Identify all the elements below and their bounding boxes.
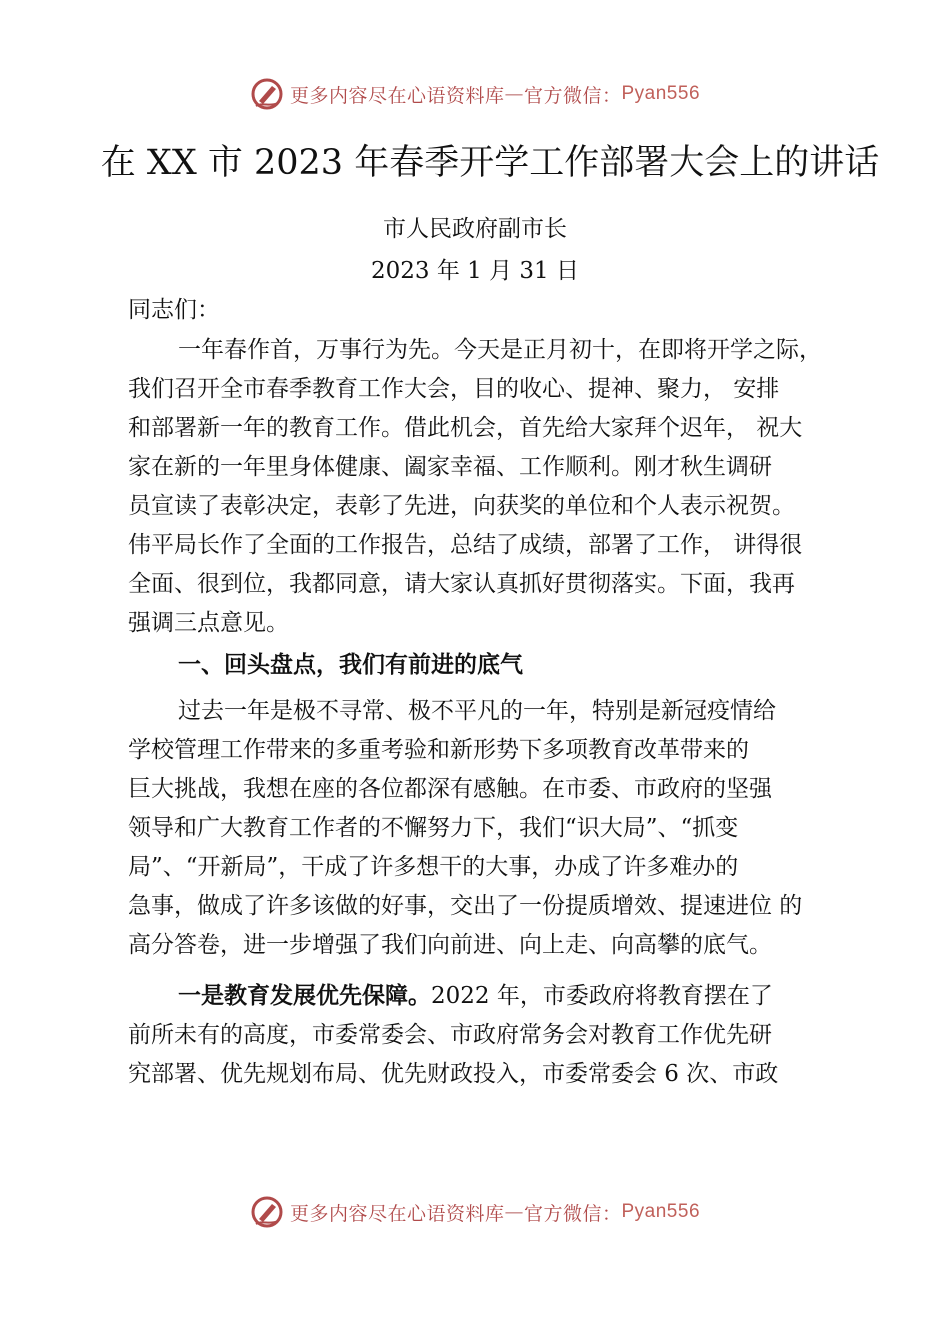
paragraph-line: 一年春作首，万事行为先。今天是正月初十，在即将开学之际， xyxy=(178,337,822,363)
watermark-contact: 官方微信： xyxy=(523,84,622,107)
watermark-footer xyxy=(0,1190,950,1234)
pen-logo-icon xyxy=(250,1195,284,1229)
pen-logo-icon xyxy=(250,77,284,111)
paragraph-line-rest: 2022 年，市委政府将教育摆在了 xyxy=(431,983,773,1009)
paragraph-line: 全面、很到位，我都同意，请大家认真抓好贯彻落实。下面，我再 xyxy=(128,571,795,597)
paragraph-line: 伟平局长作了全面的工作报告，总结了成绩，部署了工作， 讲得很 xyxy=(128,532,803,558)
paragraph-2 xyxy=(128,692,868,965)
paragraph-line: 领导和广大教育工作者的不懈努力下，我们“识大局”、“抓变 xyxy=(128,815,739,841)
paragraph-line: 高分答卷，进一步增强了我们向前进、向上走、向高攀的底气。 xyxy=(128,932,772,958)
salutation xyxy=(128,291,868,330)
paragraph-line: 我们召开全市春季教育工作大会，目的收心、提神、聚力， 安排 xyxy=(128,376,780,402)
watermark-text: 更多内容尽在心语资料库 xyxy=(289,84,505,107)
document-title: 在 XX 市 2023 年春季开学工作部署大会上的讲话 xyxy=(100,143,880,183)
watermark-contact: 官方微信： xyxy=(523,1202,622,1225)
paragraph-line xyxy=(128,977,868,1016)
paragraph-line: 究部署、优先规划布局、优先财政投入，市委常委会 6 次、市政 xyxy=(128,1061,779,1087)
watermark-id: Pyan556 xyxy=(621,1201,701,1222)
watermark-text: 更多内容尽在心语资料库 xyxy=(289,1202,505,1225)
speaker-byline: 市人民政府副市长 xyxy=(383,216,567,242)
speech-date: 2023 年 1 月 31 日 xyxy=(371,258,579,284)
paragraph-3 xyxy=(128,977,868,1094)
bold-lead-text: 一是教育发展优先保障。 xyxy=(178,983,431,1009)
paragraph-1 xyxy=(128,331,868,643)
watermark-id: Pyan556 xyxy=(621,83,701,104)
paragraph-line: 强调三点意见。 xyxy=(128,610,289,636)
paragraph-line: 家在新的一年里身体健康、阖家幸福、工作顺利。刚才秋生调研 xyxy=(128,454,772,480)
paragraph-line: 巨大挑战，我想在座的各位都深有感触。在市委、市政府的坚强 xyxy=(128,776,772,802)
paragraph-line: 急事，做成了许多该做的好事，交出了一份提质增效、提速进位 的 xyxy=(128,893,803,919)
paragraph-line: 和部署新一年的教育工作。借此机会，首先给大家拜个迟年， 祝大 xyxy=(128,415,803,441)
watermark-header xyxy=(0,72,950,116)
paragraph-line: 局”、“开新局”，干成了许多想干的大事，办成了许多难办的 xyxy=(128,854,739,880)
salutation-text: 同志们： xyxy=(128,297,220,323)
watermark-separator: — xyxy=(504,1201,524,1223)
paragraph-line: 过去一年是极不寻常、极不平凡的一年，特别是新冠疫情给 xyxy=(178,698,776,724)
paragraph-line: 员宣读了表彰决定，表彰了先进，向获奖的单位和个人表示祝贺。 xyxy=(128,493,795,519)
section-heading-1: 一、回头盘点，我们有前进的底气 xyxy=(178,652,523,678)
watermark-separator: — xyxy=(504,83,524,105)
paragraph-line: 前所未有的高度，市委常委会、市政府常务会对教育工作优先研 xyxy=(128,1022,772,1048)
paragraph-line: 学校管理工作带来的多重考验和新形势下多项教育改革带来的 xyxy=(128,737,749,763)
